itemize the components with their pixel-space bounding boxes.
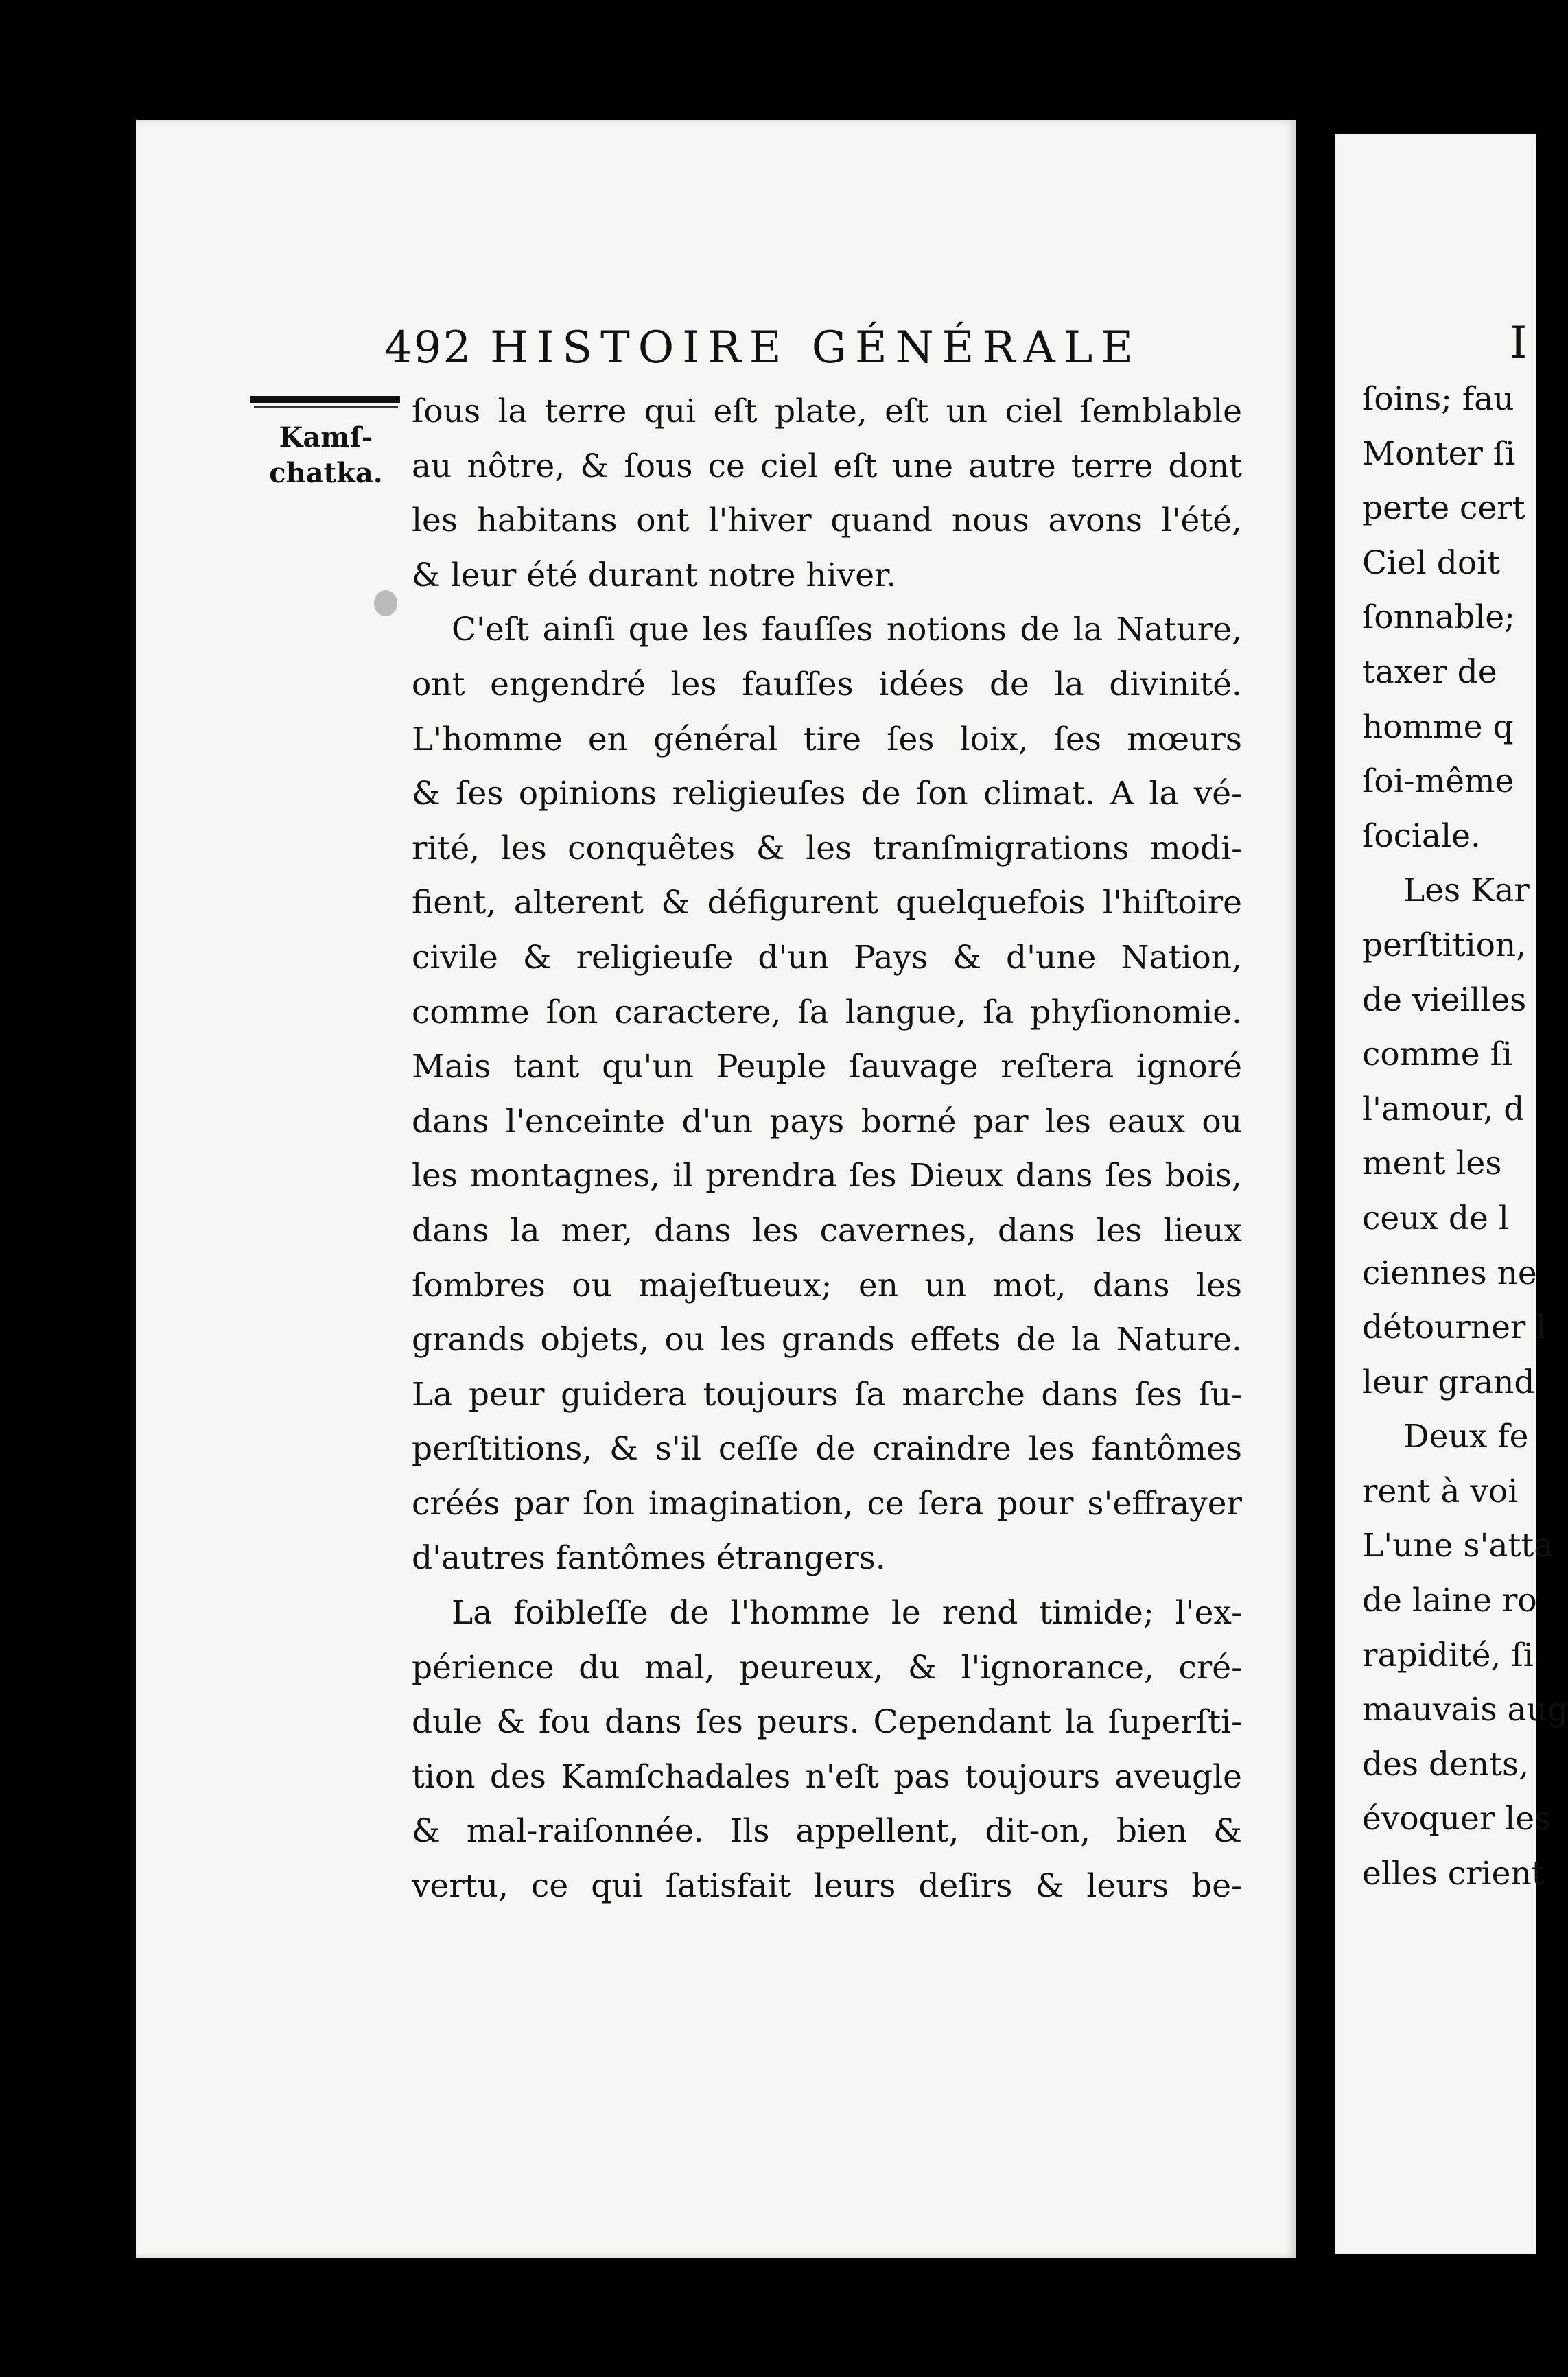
text-line: mauvais aug — [1362, 1691, 1568, 1729]
text-line: grands objets, ou les grands effets de la Nature. — [412, 1321, 1242, 1359]
margin-note — [257, 420, 395, 491]
margin-rule-thin — [254, 406, 398, 408]
text-line: rent à voi — [1362, 1472, 1519, 1510]
margin-note-line: Kamſ- — [279, 421, 373, 454]
text-line: périence du mal, peureux, & l'ignorance, cré- — [412, 1648, 1242, 1687]
text-line: d'autres fantômes étrangers. — [412, 1539, 886, 1578]
running-head-title: HISTOIRE GÉNÉRALE — [490, 323, 1141, 373]
text-line: comme ſi — [1362, 1035, 1512, 1074]
text-line: évoquer les — [1362, 1800, 1552, 1838]
text-line: civile & religieuſe d'un Pays & d'une Nation, — [412, 938, 1242, 976]
text-line: ſoins; fau — [1362, 380, 1514, 418]
text-line: perte cert — [1362, 489, 1525, 528]
text-line: perſtition, — [1362, 926, 1527, 964]
text-line: les montagnes, il prendra ſes Dieux dans ſes bois, — [412, 1157, 1242, 1195]
text-line: ceux de l — [1362, 1199, 1509, 1237]
margin-rule — [250, 396, 400, 403]
text-line: Les Kar — [1403, 871, 1530, 910]
text-line: vertu, ce qui ſatisfait leurs deſirs & leurs be- — [412, 1867, 1242, 1906]
page-number: 492 — [384, 323, 473, 373]
text-line: & leur été durant notre hiver. — [412, 556, 897, 594]
text-line: Mais tant qu'un Peuple ſauvage reſtera ignoré — [412, 1048, 1242, 1086]
text-line: taxer de — [1362, 653, 1497, 691]
body-text — [412, 384, 1242, 1914]
text-line: & mal-raiſonnée. Ils appellent, dit-on, bien & — [412, 1812, 1242, 1851]
text-line: Ciel doit — [1362, 543, 1501, 582]
text-line: Monter ſi — [1362, 434, 1516, 473]
text-line: dans l'enceinte d'un pays borné par les eaux ou — [412, 1102, 1242, 1140]
text-line: ſonnable; — [1362, 598, 1516, 637]
right-running-head: I — [1510, 318, 1528, 368]
text-line: ſombres ou majeſtueux; en un mot, dans les — [412, 1266, 1242, 1304]
ink-blot — [374, 590, 397, 616]
text-line: ſoi-même — [1362, 762, 1514, 801]
text-line: & ſes opinions religieuſes de ſon climat. A la vé- — [412, 775, 1242, 813]
text-line: de laine ro — [1362, 1582, 1537, 1620]
text-line: des dents, — [1362, 1745, 1530, 1783]
text-line: l'amour, d — [1362, 1090, 1525, 1128]
text-line: rapidité, ſi — [1362, 1636, 1534, 1674]
text-line: de vieilles — [1362, 981, 1527, 1019]
text-line: leur grand — [1362, 1363, 1535, 1401]
text-line: fient, alterent & défigurent quelquefois l'hiſtoire — [412, 884, 1242, 922]
right-body-text — [1362, 372, 1568, 1901]
text-line: L'homme en général tire ſes loix, ſes mœurs — [412, 720, 1242, 758]
text-line: Deux fe — [1403, 1418, 1529, 1456]
text-line: rité, les conquêtes & les tranſmigrations modi- — [412, 829, 1242, 867]
running-head — [384, 323, 1141, 373]
text-line: au nôtre, & ſous ce ciel eſt une autre terre dont — [412, 447, 1242, 485]
text-line: perſtitions, & s'il ceſſe de craindre les fantômes — [412, 1430, 1242, 1468]
margin-note-line: chatka. — [269, 457, 383, 489]
text-line: dule & fou dans ſes peurs. Cependant la ſuperſti- — [412, 1703, 1242, 1742]
text-line: ont engendré les fauſſes idées de la divinité. — [412, 665, 1242, 703]
text-line: ciennes ne — [1362, 1254, 1537, 1292]
text-line: créés par ſon imagination, ce ſera pour s'effrayer — [412, 1484, 1242, 1523]
text-line: ſociale. — [1362, 817, 1481, 855]
text-line: elles crient — [1362, 1855, 1545, 1893]
text-line: ment les — [1362, 1145, 1502, 1183]
text-line: les habitans ont l'hiver quand nous avons l'été, — [412, 502, 1242, 540]
text-line: dans la mer, dans les cavernes, dans les lieux — [412, 1211, 1242, 1250]
text-line: tion des Kamſchadales n'eſt pas toujours aveugle — [412, 1757, 1242, 1796]
text-line: homme q — [1362, 707, 1514, 746]
text-line: comme ſon caractere, ſa langue, ſa phyſionomie. — [412, 993, 1242, 1031]
text-line: L'une s'atta — [1362, 1527, 1554, 1565]
text-line: C'eſt ainſi que les fauſſes notions de la Nature, — [452, 611, 1242, 649]
text-line: détourner l — [1362, 1309, 1547, 1347]
text-line: ſous la terre qui eſt plate, eſt un ciel ſemblable — [412, 393, 1242, 430]
text-line: La foibleſſe de l'homme le rend timide; l'ex- — [452, 1594, 1242, 1632]
text-line: La peur guidera toujours ſa marche dans ſes ſu- — [412, 1375, 1242, 1414]
